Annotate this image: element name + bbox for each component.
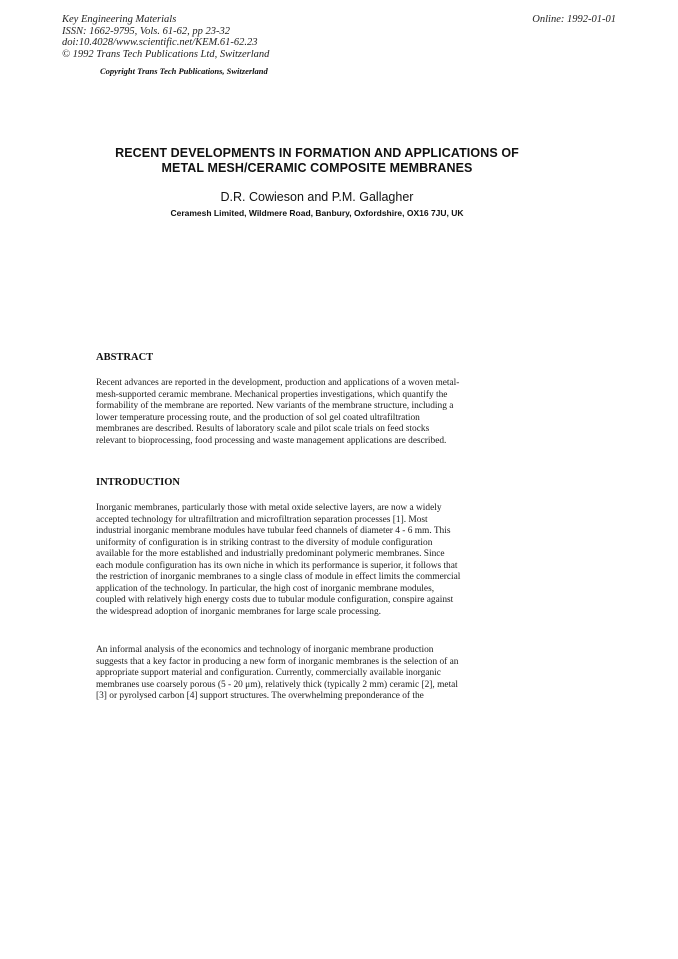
text-line: formability of the membrane are reported. New variants of the membrane structure, including a xyxy=(96,401,454,411)
text-line: lower temperature processing route, and the production of sol gel coated ultrafiltration xyxy=(96,412,420,423)
text-line: Inorganic membranes, particularly those with metal oxide selective layers, are now a widely xyxy=(96,503,442,513)
text-line: the widespread adoption of inorganic membranes for large scale processing. xyxy=(96,606,381,617)
text-line: industrial inorganic membrane modules have tubular feed channels of diameter 4 - 6 mm. This xyxy=(96,526,451,536)
abstract-paragraph xyxy=(96,378,459,447)
text-line: An informal analysis of the economics and technology of inorganic membrane production xyxy=(96,645,434,655)
title-line-2: METAL MESH/CERAMIC COMPOSITE MEMBRANES xyxy=(161,161,473,175)
text-line: uniformity of configuration is in striking contrast to the diversity of module configuration xyxy=(96,537,433,548)
text-line: relevant to bioprocessing, food processing and waste management applications are described. xyxy=(96,435,447,446)
text-line: [3] or pyrolysed carbon [4] support structures. The overwhelming preponderance of the xyxy=(96,691,424,701)
online-date: Online: 1992-01-01 xyxy=(532,14,616,25)
issn-line: ISSN: 1662-9795, Vols. 61-62, pp 23-32 xyxy=(62,25,230,37)
publisher-copyright-line: © 1992 Trans Tech Publications Ltd, Switzerland xyxy=(62,48,270,60)
journal-name: Key Engineering Materials xyxy=(62,14,177,25)
text-line: suggests that a key factor in producing a new form of inorganic membranes is the selection of an xyxy=(96,656,459,667)
publication-metadata xyxy=(62,14,269,60)
text-line: coupled with relatively high energy costs due to tubular module configuration, conspire against xyxy=(96,595,454,605)
authors: D.R. Cowieson and P.M. Gallagher xyxy=(220,190,414,204)
doi-line: doi:10.4028/www.scientific.net/KEM.61-62.23 xyxy=(62,37,258,48)
introduction-heading: INTRODUCTION xyxy=(96,477,181,488)
affiliation: Ceramesh Limited, Wildmere Road, Banbury, Oxfordshire, OX16 7JU, UK xyxy=(170,208,464,218)
text-line: the restriction of inorganic membranes to a single class of module in effect limits the commercial xyxy=(96,572,461,582)
text-line: Recent advances are reported in the development, production and applications of a woven metal- xyxy=(96,378,460,388)
text-line: each module configuration has its own niche in which its performance is superior, it follows that xyxy=(96,560,458,571)
copyright-notice: Copyright Trans Tech Publications, Switzerland xyxy=(100,66,268,76)
title-line-1: RECENT DEVELOPMENTS IN FORMATION AND APPLICATIONS OF xyxy=(115,146,519,160)
text-line: appropriate support material and configuration. Currently, commercially available inorganic xyxy=(96,668,441,678)
abstract-heading: ABSTRACT xyxy=(96,352,154,363)
introduction-paragraph-1 xyxy=(96,503,460,618)
text-line: membranes are described. Results of laboratory scale and pilot scale trials on feed stocks xyxy=(96,424,430,434)
paper-title xyxy=(0,146,634,176)
text-line: mesh-supported ceramic membrane. Mechanical properties investigations, which quantify the xyxy=(96,389,448,400)
text-line: accepted technology for ultrafiltration and microfiltration separation processes [1]. Most xyxy=(96,514,428,525)
text-line: available for the more established and industrially predominant polymeric membranes. Since xyxy=(96,549,445,559)
text-line: membranes use coarsely porous (5 - 20 μm), relatively thick (typically 2 mm) ceramic [2], metal xyxy=(96,679,458,690)
introduction-paragraph-2 xyxy=(96,645,458,703)
text-line: application of the technology. In particular, the high cost of inorganic membrane modules, xyxy=(96,583,435,594)
